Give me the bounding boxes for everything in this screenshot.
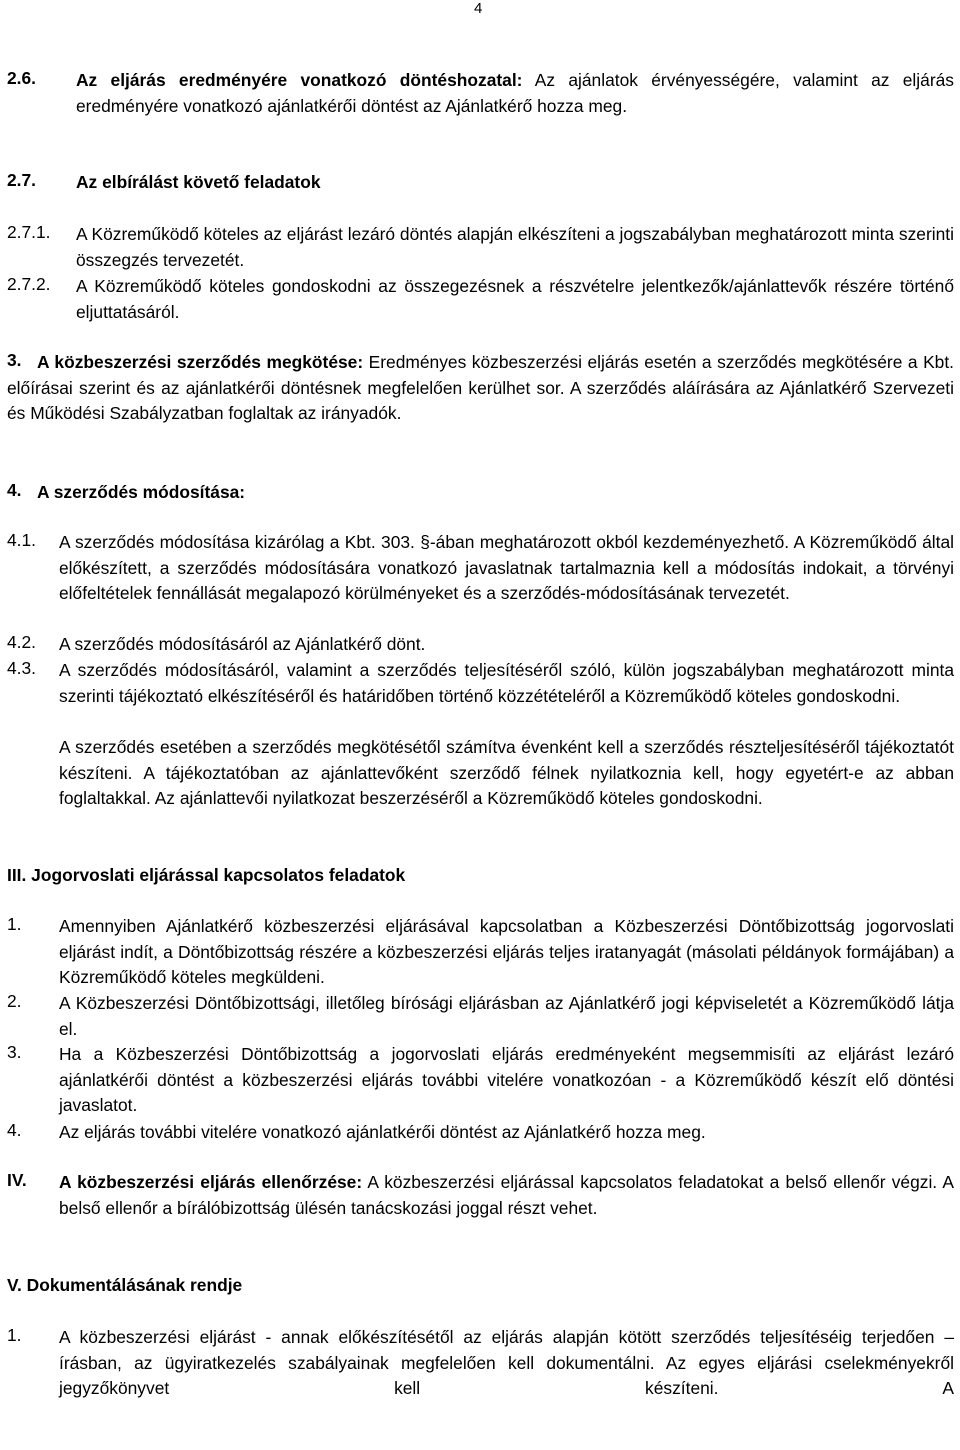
item-body: Amennyiben Ajánlatkérő közbeszerzési eljárásával kapcsolatban a Közbeszerzési Döntőbizottság jogorvoslati eljárást indít, a Döntőbizottság részére a közbeszerzési eljárás teljes iratanyagát (másolati példányok formájában) a Közreműködő köteles megküldeni. <box>59 916 954 988</box>
section-body: Az ajánlatok érvényességére, valamint az eljárás eredményére vonatkozó ajánlatkérői döntést az Ajánlatkérő hozza meg. <box>76 70 954 116</box>
item-number: 1. <box>7 914 22 934</box>
section-body: A szerződés módosításáról az Ajánlatkérő dönt. <box>59 634 426 654</box>
section-body: A Közreműködő köteles gondoskodni az összegezésnek a részvételre jelentkezők/ajánlattevők részére történő eljuttatásáról. <box>76 276 954 322</box>
section-body: A szerződés módosítása kizárólag a Kbt. 303. §-ában meghatározott okból kezdeményezhető. A Közreműködő által előkészített, a szerződés módosítására vonatkozó javaslatnak tartalmaznia kell a módosítás indokait, a törvényi előfeltételek fennállását megalapozó körülményeket és a szerződés-módosításának tervezetét. <box>59 532 954 604</box>
item-body: Ha a Közbeszerzési Döntőbizottság a jogorvoslati eljárás eredményeként megsemmisíti az eljárást lezáró ajánlatkérői döntést a közbeszerzési eljárás további vitelére vonatkozóan - a Közreműködő készít elő döntési javaslatot. <box>59 1044 954 1116</box>
item-body: Az eljárás további vitelére vonatkozó ajánlatkérői döntést az Ajánlatkérő hozza meg. <box>59 1122 706 1142</box>
chapter-number: IV. <box>7 1170 27 1190</box>
chapter-heading: A közbeszerzési eljárás ellenőrzése: <box>59 1172 363 1192</box>
section-body: A szerződés esetében a szerződés megkötésétől számítva évenként kell a szerződés részteljesítéséről tájékoztatót készíteni. A tájékoztatóban az ajánlattevőként szerződő félnek nyilatkoznia kell, hogy egyetért-e az abban foglaltakkal. Az ajánlattevői nyilatkozat beszerzéséről a Közreműködő köteles gondoskodni. <box>59 737 954 809</box>
section-number: 2.7.2. <box>7 274 51 294</box>
item-body: A közbeszerzési eljárást - annak előkészítésétől az eljárás alapján kötött szerződés teljesítéséig terjedően – írásban, az ügyiratkezelés szabályainak megfelelően kell dokumentálni. Az egyes eljárási cselekményekről jegyzőkönyvet kell készíteni. A <box>59 1327 954 1399</box>
item-number: 2. <box>7 991 22 1011</box>
page-number: 4 <box>474 0 483 17</box>
item-number: 1. <box>7 1325 22 1345</box>
section-number: 2.6. <box>7 68 37 88</box>
section-number: 2.7. <box>7 170 37 190</box>
section-heading: A közbeszerzési szerződés megkötése: <box>37 352 364 372</box>
section-number: 4.1. <box>7 530 37 550</box>
section-body: Eredményes közbeszerzési eljárás esetén a szerződés megkötésére a Kbt. előírásai szerint és az ajánlatkérői döntésnek megfelelően kerülhet sor. A szerződés aláírására az Ajánlatkérő Szervezeti és Működési Szabályzatban foglaltak az irányadók. <box>7 352 954 424</box>
section-number: 4.2. <box>7 632 37 652</box>
chapter-text <box>59 1170 954 1221</box>
section-number: 2.7.1. <box>7 222 51 242</box>
item-body: A Közbeszerzési Döntőbizottsági, illetőleg bírósági eljárásban az Ajánlatkérő jogi képviseletét a Közreműködő látja el. <box>59 993 954 1039</box>
chapter-heading: V. Dokumentálásának rendje <box>7 1275 243 1295</box>
section-heading: Az elbírálást követő feladatok <box>76 172 321 192</box>
section-heading: A szerződés módosítása: <box>37 482 246 502</box>
section-number: 3. <box>7 350 22 370</box>
section-body: A szerződés módosításáról, valamint a szerződés teljesítéséről szóló, külön jogszabályban meghatározott minta szerinti tájékoztató elkészítéséről és határidőben történő közzétételéről a Közreműködő köteles gondoskodni. <box>59 660 954 706</box>
section-number: 4.3. <box>7 658 37 678</box>
section-heading: Az eljárás eredményére vonatkozó döntéshozatal: <box>76 70 523 90</box>
chapter-body: A közbeszerzési eljárással kapcsolatos feladatokat a belső ellenőr végzi. A belső ellenőr a bírálóbizottság ülésén tanácskozási joggal részt vehet. <box>59 1172 954 1218</box>
section-number: 4. <box>7 480 22 500</box>
item-number: 3. <box>7 1042 22 1062</box>
section-text <box>76 68 954 119</box>
item-number: 4. <box>7 1120 22 1140</box>
section-body: A Közreműködő köteles az eljárást lezáró döntés alapján elkészíteni a jogszabályban meghatározott minta szerinti összegzés tervezetét. <box>76 224 954 270</box>
section-text <box>7 350 954 427</box>
chapter-heading: III. Jogorvoslati eljárással kapcsolatos feladatok <box>7 865 406 885</box>
